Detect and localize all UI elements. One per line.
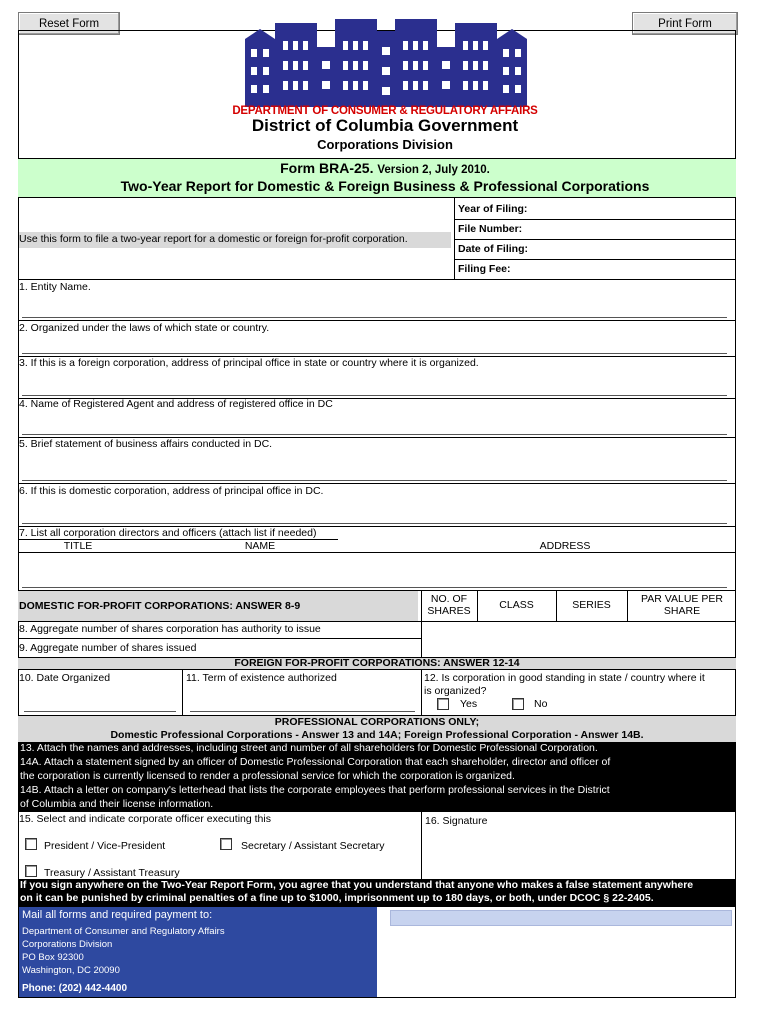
registered-agent-underline bbox=[22, 434, 727, 435]
row-divider bbox=[18, 590, 736, 591]
professional-header-1: PROFESSIONAL CORPORATIONS ONLY; bbox=[274, 716, 480, 728]
officers-header-bottom bbox=[18, 552, 736, 553]
col-divider bbox=[421, 590, 422, 667]
president-checkbox[interactable] bbox=[25, 838, 37, 850]
domestic-address-label: 6. If this is domestic corporation, address of principal office in DC. bbox=[19, 485, 324, 497]
registered-agent-label: 4. Name of Registered Agent and address of registered office in DC bbox=[19, 398, 333, 410]
year-of-filing-label: Year of Filing: bbox=[458, 203, 528, 215]
officers-list-input[interactable] bbox=[22, 555, 727, 585]
mailing-line-2: Corporations Division bbox=[22, 939, 113, 950]
shares-authorized-input[interactable] bbox=[424, 622, 734, 638]
secretary-label: Secretary / Assistant Secretary bbox=[241, 840, 385, 852]
good-standing-yes-checkbox[interactable] bbox=[437, 698, 449, 710]
col-divider bbox=[421, 812, 422, 879]
filing-fee-label: Filing Fee: bbox=[458, 263, 511, 275]
date-organized-input[interactable] bbox=[24, 690, 176, 710]
entity-name-label: 1. Entity Name. bbox=[19, 281, 91, 293]
business-affairs-underline bbox=[22, 480, 727, 481]
instruction-14b-2: of Columbia and their license information. bbox=[18, 798, 736, 812]
intro-text: Use this form to file a two-year report for a domestic or foreign for-profit corporation. bbox=[19, 232, 451, 248]
entity-name-input[interactable] bbox=[22, 294, 727, 316]
mailing-line-1: Department of Consumer and Regulatory Affairs bbox=[22, 926, 225, 937]
mailing-line-3: PO Box 92300 bbox=[22, 952, 84, 963]
term-existence-label: 11. Term of existence authorized bbox=[186, 672, 337, 684]
reset-form-button[interactable]: Reset Form bbox=[18, 12, 120, 35]
date-organized-label: 10. Date Organized bbox=[19, 672, 111, 684]
department-name: DEPARTMENT OF CONSUMER & REGULATORY AFFAIRS bbox=[232, 105, 538, 117]
instruction-14a-2: the corporation is currently licensed to render a professional service for which the corporation is organized. bbox=[18, 770, 736, 784]
foreign-address-input[interactable] bbox=[22, 370, 727, 394]
no-of-shares-header: NO. OF SHARES bbox=[427, 593, 471, 617]
officers-col-title: TITLE bbox=[63, 540, 93, 552]
division-title: Corporations Division bbox=[317, 137, 453, 152]
office-use-line bbox=[454, 219, 736, 220]
col-divider bbox=[421, 670, 422, 715]
series-header: SERIES bbox=[572, 599, 611, 611]
treasury-checkbox[interactable] bbox=[25, 865, 37, 877]
warning-line-2: on it can be punished by criminal penalties of a fine up to $1000, imprisonment up to 180 days, or both, under DCOC § 22-2405. bbox=[18, 892, 736, 906]
good-standing-yes-label: Yes bbox=[460, 698, 478, 710]
registered-agent-input[interactable] bbox=[22, 411, 727, 433]
foreign-header: FOREIGN FOR-PROFIT CORPORATIONS: ANSWER 12-14 bbox=[234, 657, 520, 669]
instruction-14a-1: 14A. Attach a statement signed by an officer of Domestic Professional Corporation that each shareholder, director and officer of bbox=[18, 756, 736, 770]
office-use-line bbox=[454, 259, 736, 260]
officers-label: 7. List all corporation directors and officers (attach list if needed) bbox=[19, 527, 317, 539]
president-label: President / Vice-President bbox=[44, 840, 166, 852]
form-number-text: Form BRA-25. bbox=[280, 160, 374, 176]
shares-issued-input[interactable] bbox=[424, 639, 734, 655]
col-divider bbox=[182, 670, 183, 715]
warning-line-1: If you sign anywhere on the Two-Year Report Form, you agree that you understand that anyone who makes a false statement anywhere bbox=[18, 879, 736, 892]
office-use-line bbox=[18, 279, 736, 280]
officer-select-label: 15. Select and indicate corporate officer executing this bbox=[19, 813, 271, 825]
row-divider bbox=[18, 483, 736, 484]
officers-col-name: NAME bbox=[244, 540, 276, 552]
mailing-phone: Phone: (202) 442-4400 bbox=[22, 983, 128, 994]
domestic-address-input[interactable] bbox=[22, 498, 727, 521]
good-standing-no-label: No bbox=[534, 698, 548, 710]
mailing-intro: Mail all forms and required payment to: bbox=[22, 909, 213, 921]
mailing-line-4: Washington, DC 20090 bbox=[22, 965, 120, 976]
par-value-header: PAR VALUE PER SHARE bbox=[641, 593, 723, 617]
file-number-label: File Number: bbox=[458, 223, 523, 235]
business-affairs-label: 5. Brief statement of business affairs conducted in DC. bbox=[19, 438, 273, 450]
class-header: CLASS bbox=[499, 599, 534, 611]
good-standing-no-checkbox[interactable] bbox=[512, 698, 524, 710]
term-existence-input[interactable] bbox=[190, 690, 415, 710]
domestic-address-underline bbox=[22, 523, 727, 524]
secretary-checkbox[interactable] bbox=[220, 838, 232, 850]
print-form-button[interactable]: Print Form bbox=[632, 12, 738, 35]
government-title: District of Columbia Government bbox=[251, 116, 519, 135]
form-number bbox=[0, 160, 770, 176]
good-standing-label-1: 12. Is corporation in good standing in state / country where it bbox=[424, 672, 705, 684]
row-divider bbox=[18, 638, 422, 639]
office-use-line bbox=[454, 239, 736, 240]
instruction-13: 13. Attach the names and addresses, including street and number of all shareholders for Domestic Professional Corporation. bbox=[18, 742, 736, 756]
date-organized-underline bbox=[24, 711, 176, 712]
row-divider bbox=[18, 320, 736, 321]
report-title: Two-Year Report for Domestic & Foreign Business & Professional Corporations bbox=[120, 178, 650, 194]
dcra-building-logo bbox=[239, 17, 531, 107]
foreign-address-label: 3. If this is a foreign corporation, address of principal office in state or country where it is organized. bbox=[19, 357, 479, 369]
signature-label: 16. Signature bbox=[425, 815, 488, 827]
officers-underline bbox=[22, 587, 727, 588]
signature-field[interactable] bbox=[424, 828, 734, 878]
form-version: Version 2, July 2010. bbox=[377, 164, 490, 176]
domestic-header: DOMESTIC FOR-PROFIT CORPORATIONS: ANSWER 8-9 bbox=[19, 600, 301, 612]
good-standing-label-2: is organized? bbox=[424, 685, 487, 697]
officers-col-address: ADDRESS bbox=[539, 540, 591, 552]
entity-name-underline bbox=[22, 317, 727, 318]
instruction-14b-1: 14B. Attach a letter on company's letterhead that lists the corporate employees that perform professional services in the District bbox=[18, 784, 736, 798]
date-of-filing-label: Date of Filing: bbox=[458, 243, 528, 255]
treasury-label: Treasury / Assistant Treasury bbox=[44, 867, 180, 879]
organized-under-label: 2. Organized under the laws of which state or country. bbox=[19, 322, 270, 334]
organized-under-underline bbox=[22, 353, 727, 354]
shares-issued-label: 9. Aggregate number of shares issued bbox=[19, 642, 197, 654]
signature-date-field[interactable] bbox=[390, 910, 732, 926]
shares-authorized-label: 8. Aggregate number of shares corporation has authority to issue bbox=[19, 623, 321, 635]
business-affairs-input[interactable] bbox=[22, 451, 727, 478]
col-divider bbox=[627, 590, 628, 621]
foreign-address-underline bbox=[22, 395, 727, 396]
organized-under-input[interactable] bbox=[22, 334, 727, 352]
professional-header-2: Domestic Professional Corporations - Answer 13 and 14A; Foreign Professional Corporation - Answer 14B. bbox=[110, 729, 644, 741]
term-existence-underline bbox=[190, 711, 415, 712]
